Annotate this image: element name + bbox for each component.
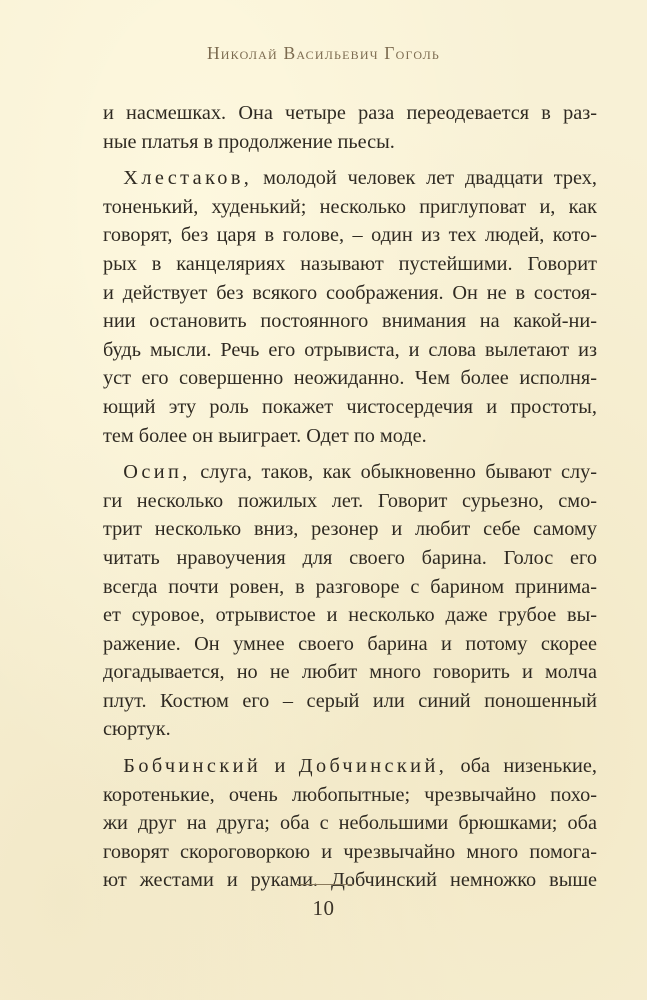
- text-line: коротенькие, очень любопытные; чрезвычайно похо-: [103, 783, 597, 806]
- text-line: ют жестами и руками. Добчинский немножко выше: [103, 869, 597, 892]
- text-line: трит несколько вниз, резонер и любит себе самому: [103, 518, 597, 541]
- text-line: ражение. Он умнее своего барина и потому скорее: [103, 632, 597, 655]
- footer-rule: [297, 884, 354, 885]
- text-line: ет суровое, отрывистое и несколько даже грубое вы-: [103, 604, 597, 627]
- text-line: сюртук.: [103, 718, 171, 741]
- text-line: Осип, слуга, таков, как обыкновенно бывают слу-: [123, 461, 597, 484]
- text-line: ги несколько пожилых лет. Говорит сурьезно, смо-: [103, 489, 597, 512]
- text-line: уст его совершенно неожиданно. Чем более исполня-: [103, 367, 597, 390]
- text-line: Хлестаков, молодой человек лет двадцати трех,: [123, 167, 597, 190]
- text-line: и действует без всякого соображения. Он не в состоя-: [103, 281, 597, 304]
- character-name: Бобчинский: [123, 755, 262, 778]
- text-line: ные платья в продолжение пьесы.: [103, 130, 395, 153]
- character-name: Добчинский,: [298, 755, 448, 778]
- text-line: нии остановить постоянного внимания на какой-ни-: [103, 310, 597, 333]
- text-line: догадывается, но не любит много говорить и молча: [103, 661, 597, 684]
- character-name: Хлестаков,: [123, 167, 253, 190]
- text-line: читать нравоучения для своего барина. Голос его: [103, 546, 597, 569]
- text-line: ющий эту роль покажет чистосердечия и простоты,: [103, 395, 597, 418]
- text-line: говорят скороговоркою и чрезвычайно много помога-: [103, 840, 597, 863]
- text-line: всегда почти ровен, в разговоре с барином принима-: [103, 575, 597, 598]
- text-line: говорят, без царя в голове, – один из тех людей, кото-: [103, 224, 597, 247]
- text-line: жи друг на друга; оба с небольшими брюшками; оба: [103, 812, 597, 835]
- page-number: 10: [312, 896, 335, 920]
- text-line: рых в канцеляриях называют пустейшими. Говорит: [103, 252, 597, 275]
- text-line: будь мысли. Речь его отрывиста, и слова вылетают из: [103, 338, 597, 361]
- running-header: Николай Васильевич Гоголь: [206, 43, 441, 63]
- body-text: [103, 99, 597, 895]
- text-line: Бобчинский и Добчинский, оба низенькие,: [123, 755, 597, 778]
- text-line: плут. Костюм его – серый или синий поношенный: [103, 689, 597, 712]
- text-line: и насмешках. Она четыре раза переодевается в раз-: [103, 102, 597, 124]
- text-line: тем более он выиграет. Одет по моде.: [103, 424, 427, 447]
- text-line: тоненький, худенький; несколько приглуповат и, как: [103, 195, 597, 218]
- character-name: Осип,: [123, 461, 191, 484]
